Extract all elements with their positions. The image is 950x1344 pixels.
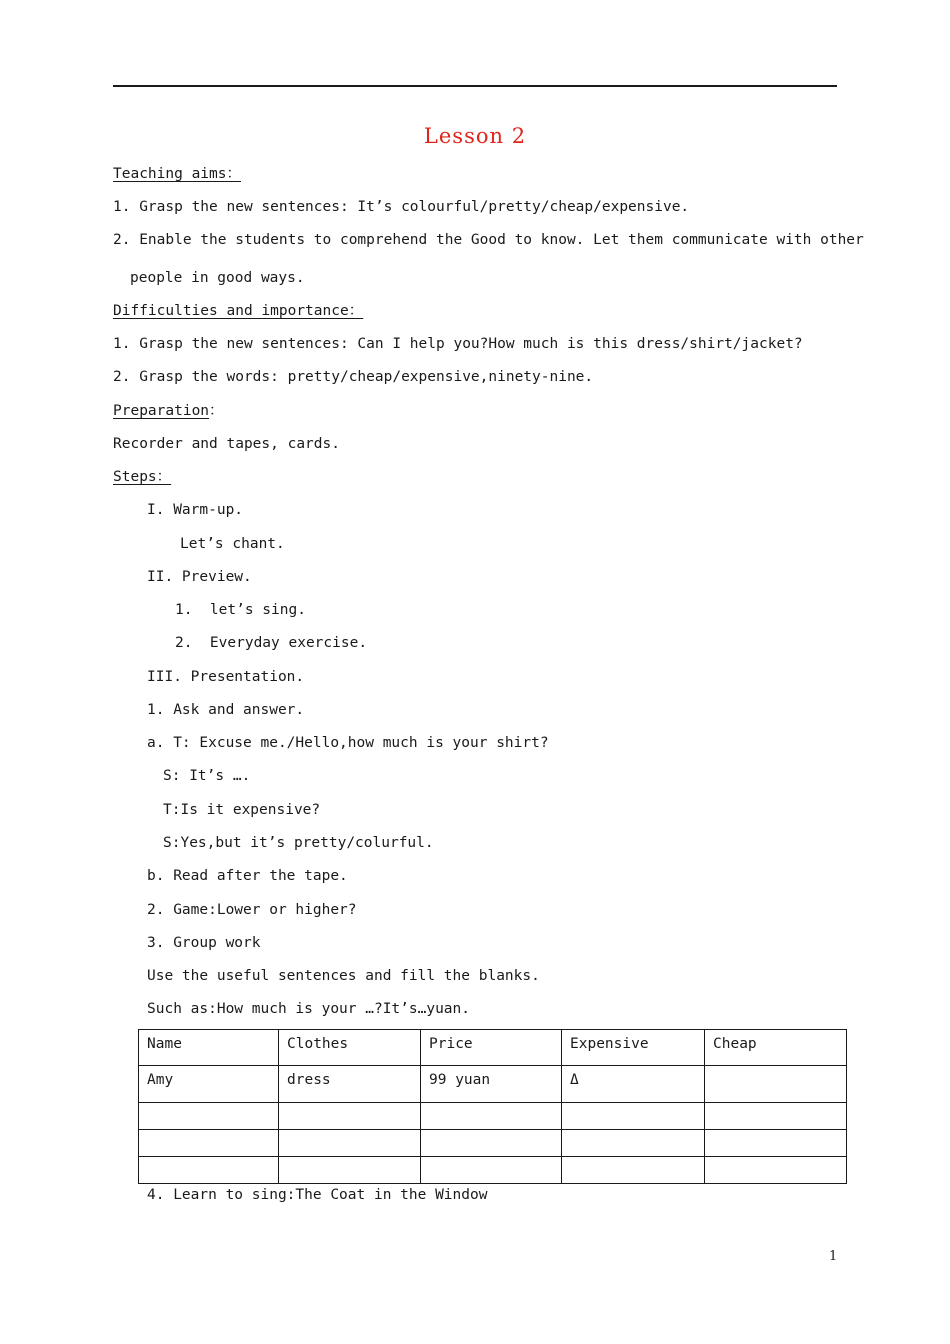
dialogue-line-s1: S: It’s …. [163, 768, 251, 784]
cell-expensive-mark: Δ [562, 1066, 705, 1103]
group-work-instruction: Use the useful sentences and fill the blanks. [147, 968, 540, 984]
header-rule [113, 85, 837, 87]
blank-cell [705, 1157, 847, 1184]
cell-price: 99 yuan [421, 1066, 562, 1103]
table-row-blank [139, 1130, 847, 1157]
preparation-heading [113, 402, 224, 420]
header-expensive: Expensive [562, 1030, 705, 1066]
blank-cell [562, 1157, 705, 1184]
blank-cell [139, 1130, 279, 1157]
blank-cell [139, 1157, 279, 1184]
step-warm-up: I. Warm-up. [147, 502, 244, 518]
clothes-price-table [138, 1029, 847, 1184]
dialogue-line-a: a. T: Excuse me./Hello,how much is your shirt? [147, 735, 549, 751]
table-header-row [139, 1030, 847, 1066]
header-cheap: Cheap [705, 1030, 847, 1066]
step-read-tape: b. Read after the tape. [147, 868, 348, 884]
header-price: Price [421, 1030, 562, 1066]
page-title: Lesson 2 [423, 124, 527, 148]
table-row [139, 1066, 847, 1103]
difficulty-2: 2. Grasp the words: pretty/cheap/expensive,ninety-nine. [113, 369, 594, 385]
group-work-example: Such as:How much is your …?It’s…yuan. [147, 1001, 471, 1017]
step-ask-answer: 1. Ask and answer. [147, 702, 305, 718]
step-everyday-exercise: 2. Everyday exercise. [175, 635, 368, 651]
preparation-colon: ： [209, 403, 224, 419]
blank-cell [705, 1130, 847, 1157]
aim-1: 1. Grasp the new sentences: It’s colourful/pretty/cheap/expensive. [113, 199, 690, 215]
teaching-aims-heading: Teaching aims： [113, 166, 241, 182]
dialogue-line-s2: S:Yes,but it’s pretty/colurful. [163, 835, 434, 851]
blank-cell [279, 1157, 421, 1184]
difficulty-1: 1. Grasp the new sentences: Can I help you?How much is this dress/shirt/jacket? [113, 336, 803, 352]
blank-cell [279, 1130, 421, 1157]
cell-cheap [705, 1066, 847, 1103]
header-name: Name [139, 1030, 279, 1066]
step-sing: 1. let’s sing. [175, 602, 306, 618]
preparation-label: Preparation [113, 403, 210, 419]
blank-cell [279, 1103, 421, 1130]
cell-clothes: dress [279, 1066, 421, 1103]
aim-2: 2. Enable the students to comprehend the Good to know. Let them communicate with other [113, 232, 864, 248]
blank-cell [421, 1103, 562, 1130]
difficulties-heading: Difficulties and importance： [113, 303, 364, 319]
header-clothes: Clothes [279, 1030, 421, 1066]
step-presentation: III. Presentation. [147, 669, 305, 685]
dialogue-line-t2: T:Is it expensive? [163, 802, 321, 818]
page-number: 1 [829, 1249, 838, 1264]
blank-cell [562, 1130, 705, 1157]
table-row-blank [139, 1103, 847, 1130]
table-row-blank [139, 1157, 847, 1184]
aim-2-continued: people in good ways. [130, 270, 305, 286]
steps-heading: Steps： [113, 469, 172, 485]
blank-cell [421, 1130, 562, 1157]
step-chant: Let’s chant. [180, 536, 285, 552]
step-group-work: 3. Group work [147, 935, 261, 951]
cell-name: Amy [139, 1066, 279, 1103]
blank-cell [139, 1103, 279, 1130]
step-preview: II. Preview. [147, 569, 252, 585]
blank-cell [562, 1103, 705, 1130]
step-game: 2. Game:Lower or higher? [147, 902, 357, 918]
step-learn-song: 4. Learn to sing:The Coat in the Window [147, 1187, 488, 1203]
blank-cell [421, 1157, 562, 1184]
preparation-text: Recorder and tapes, cards. [113, 436, 340, 452]
blank-cell [705, 1103, 847, 1130]
